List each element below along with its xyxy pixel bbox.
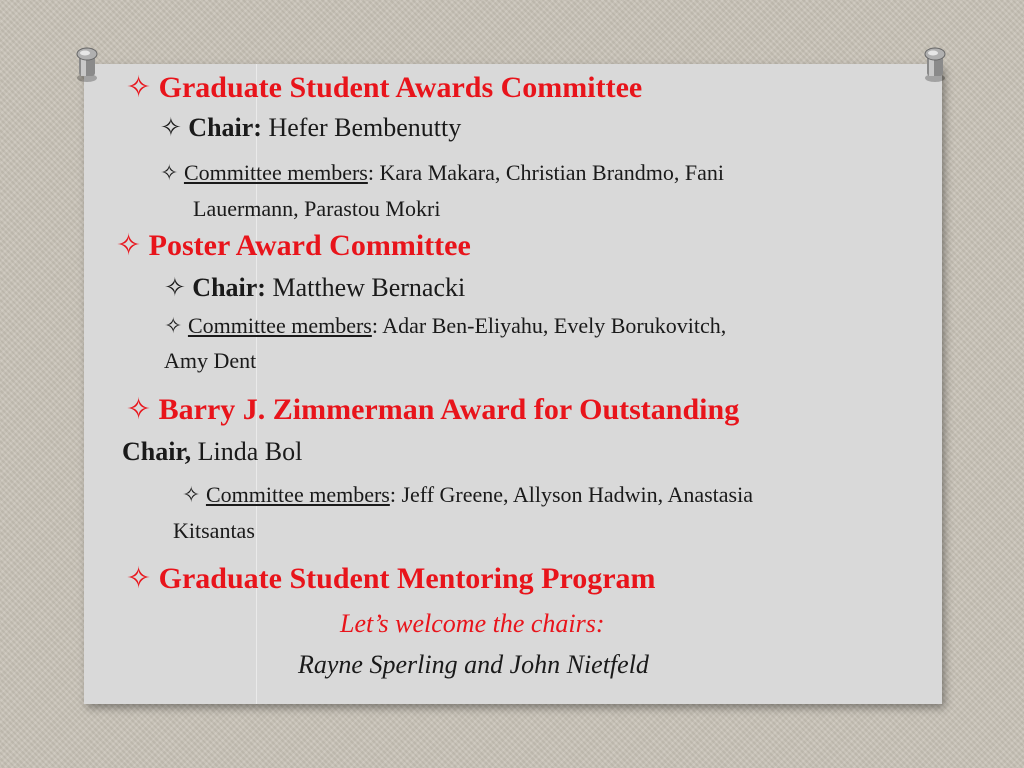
members-line-continued: Amy Dent (164, 348, 257, 373)
welcome-text: Let’s welcome the chairs: (340, 609, 605, 638)
members-line-continued: Lauermann, Parastou Mokri (193, 196, 441, 221)
star-bullet-icon: ✧ (126, 561, 152, 596)
chair-line: ✧ Chair: Matthew Bernacki (164, 273, 466, 303)
members-line: ✧ Committee members: Jeff Greene, Allyson Hadwin, Anastasia (182, 482, 753, 508)
chair-line: Chair, Linda Bol (122, 437, 303, 466)
members-line: ✧ Committee members: Kara Makara, Christian Brandmo, Fani (160, 160, 725, 186)
star-bullet-icon: ✧ (116, 228, 142, 263)
members-line-continued: Kitsantas (173, 518, 255, 543)
section-heading: ✧ Poster Award Committee (116, 228, 471, 263)
chair-line: ✧ Chair: Hefer Bembenutty (160, 113, 462, 143)
mentoring-chairs: Rayne Sperling and John Nietfeld (298, 650, 649, 679)
section-heading: ✧ Graduate Student Mentoring Program (126, 561, 656, 596)
star-bullet-icon: ✧ (164, 314, 183, 339)
pin-icon (918, 44, 952, 84)
pin-icon (70, 44, 104, 84)
star-bullet-icon: ✧ (182, 483, 201, 508)
star-bullet-icon: ✧ (160, 161, 179, 186)
star-bullet-icon: ✧ (126, 70, 152, 105)
section-heading: ✧ Graduate Student Awards Committee (126, 70, 643, 105)
star-bullet-icon: ✧ (160, 113, 182, 143)
section-heading: ✧ Barry J. Zimmerman Award for Outstanding (126, 392, 740, 427)
star-bullet-icon: ✧ (126, 392, 152, 427)
star-bullet-icon: ✧ (164, 273, 186, 303)
members-line: ✧ Committee members: Adar Ben-Eliyahu, Evely Borukovitch, (164, 313, 727, 339)
